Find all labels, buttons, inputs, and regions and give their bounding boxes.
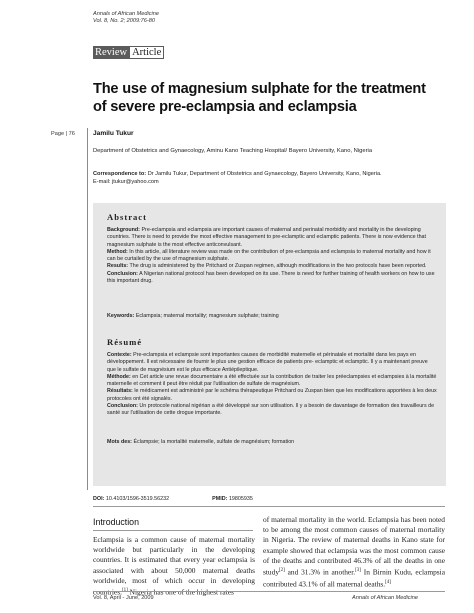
footer-rule	[93, 591, 445, 592]
intro-col2-text-b: and 31.3% in another.	[284, 567, 356, 577]
conclusion-label: Conclusion:	[107, 270, 138, 277]
intro-col2-text-a: of maternal mortality in the world. Eclampsia has been noted to be among the most common causes of maternal mortality in Nigeria. The review of maternal deaths in Kano state for example showed that eclampsia was the most common cause of the deaths and contributed 46.3% of all the deaths in one study	[263, 515, 445, 577]
intro-col2-text-c: In Birnin Kudu, eclampsia contributed 43.1% of all maternal deaths.	[263, 567, 445, 589]
keywords-label: Keywords:	[107, 313, 135, 319]
introduction-column-1	[93, 535, 255, 598]
results-text: The drug is administered by the Pritchard or Zuspan regimen, although modifications in the two protocols have been reported.	[129, 263, 427, 270]
keywords-text: Eclampsia; maternal mortality; magnesium sulphate; training	[135, 313, 279, 319]
volume-info: Vol. 8, No. 2; 2009:76-80	[93, 18, 155, 24]
introduction-rule	[93, 530, 253, 531]
page-number-tag: Page | 76	[51, 131, 75, 137]
resume-heading: Résumé	[107, 337, 143, 347]
identifiers-rule	[93, 506, 445, 507]
introduction-column-2	[263, 515, 445, 589]
intro-ref-1[interactable]: [1]	[121, 588, 128, 594]
correspondence-label: Correspondence to:	[93, 171, 147, 177]
intro-ref-3[interactable]: [3]	[355, 568, 361, 574]
footer-journal: Annals of African Medicine	[352, 595, 419, 601]
pmid-value[interactable]: 19805935	[228, 496, 253, 502]
correspondence-email[interactable]: E-mail: jtukur@yahoo.com	[93, 179, 159, 185]
resume-body	[107, 352, 437, 418]
method-label: Method:	[107, 248, 128, 255]
doi-value[interactable]: 10.4103/1596-3519.56232	[105, 496, 170, 502]
abstract-box	[93, 203, 446, 486]
pmid-label: PMID:	[212, 496, 228, 502]
intro-col1-tail: Nigeria has one of the highest rates	[127, 587, 234, 597]
resultats-label: Résultats:	[107, 388, 133, 395]
method-text: In this article, all literature review was made on the contribution of pre-eclampsia and eclampsia to maternal mortality and how it can be curtailed by the use of magnesium sulphate.	[107, 248, 431, 263]
motscles-line	[107, 439, 437, 446]
results-label: Results:	[107, 263, 129, 270]
intro-ref-4[interactable]: [4]	[385, 579, 391, 585]
contexte-label: Contexte:	[107, 352, 132, 358]
journal-name: Annals of African Medicine	[93, 11, 160, 17]
intro-ref-2[interactable]: [2]	[279, 568, 285, 574]
background-text: Pre-eclampsia and eclampsia are important causes of maternal and perinatal morbidity and mortality in the developing countries. There is need to provide the most effective management to pre-eclamptic and eclamptic patients. There is now evidence that magnesium sulphate is the most effective anticonvulsant.	[107, 227, 427, 248]
motscles-text: Éclampsie; la mortalité maternelle, sulfate de magnésium; formation	[133, 439, 295, 445]
resume-conclusion-label: Conclusion:	[107, 403, 138, 410]
introduction-heading: Introduction	[93, 517, 139, 527]
correspondence-text: Dr Jamilu Tukur, Department of Obstetrics and Gynaecology, Bayero University, Kano, Nigeria.	[147, 171, 382, 177]
background-label: Background:	[107, 227, 140, 233]
motscles-label: Mots des:	[107, 439, 132, 445]
resume-conclusion-text: Un protocole national nigérian a été développé sur son utilisation. Il y a besoin de davantage de formation des travailleurs de santé sur l'utilisation de cette drogue importante.	[107, 403, 435, 417]
correspondence-block	[93, 170, 438, 186]
methode-label: Méthode:	[107, 373, 131, 380]
author-name: Jamilu Tukur	[93, 130, 134, 137]
article-type-review: Review	[95, 47, 128, 58]
abstract-body	[107, 227, 437, 285]
article-type-article: Article	[129, 46, 164, 59]
vertical-rule	[87, 128, 88, 490]
footer-issue: Vol. 8, April - June, 2009	[93, 595, 154, 601]
identifiers-line	[93, 496, 253, 502]
conclusion-text: A Nigerian national protocol has been developed on its use. There is need for further training of health workers on how to use this important drug.	[107, 270, 435, 285]
journal-header	[93, 11, 159, 25]
author-affiliation: Department of Obstetrics and Gynaecology, Aminu Kano Teaching Hospital/ Bayero University, Kano, Nigeria	[93, 148, 373, 154]
keywords-line	[107, 313, 437, 320]
contexte-text: Pre-eclampsia et eclampsie sont importantes causes de morbidité maternelle et périnatale et mortalité dans les pays en développement. Il est nécessaire de fournir le plus une gestion efficace de patients pre- eclamptic et eclamptic. Il y a maintenant preuve que le sulfate de magnésium est le plus efficace Antiépileptique.	[107, 352, 428, 373]
article-type-badge	[93, 46, 164, 59]
doi-label: DOI:	[93, 496, 105, 502]
article-title: The use of magnesium sulphate for the treatment of severe pre-eclampsia and eclampsia	[93, 81, 426, 115]
resultats-text: le médicament est administré par le schéma thérapeutique Pritchard ou Zuspan bien que les modifications apportées à les deux protocoles ont été signalés.	[107, 388, 437, 402]
methode-text: en Cet article une revue documentaire a été effectuée sur la contribution de traiter les préeclampsies et eclampsies à la mortalité maternelle et comment il peut être réduit par l'utilisation de sulfate de magnésium.	[107, 373, 437, 388]
abstract-heading: Abstract	[107, 212, 147, 222]
intro-col1-text: Eclampsia is a common cause of maternal mortality worldwide but particularly in the developing countries. It is estimated that every year eclampsia is associated with about 50,000 maternal deaths worldwide, most of which occur in developing countries.	[93, 535, 255, 597]
